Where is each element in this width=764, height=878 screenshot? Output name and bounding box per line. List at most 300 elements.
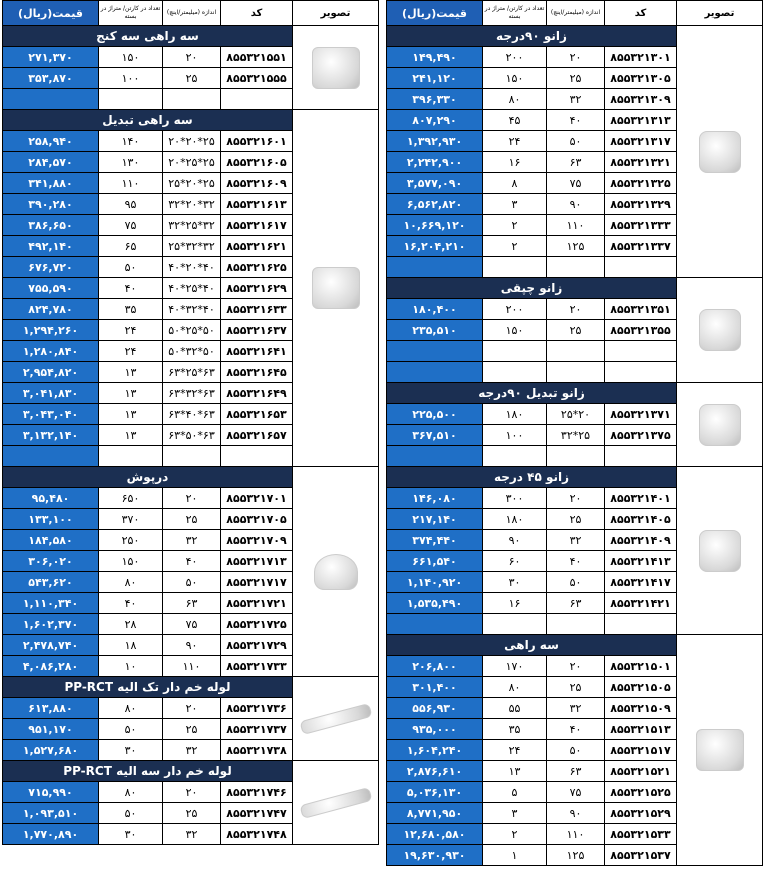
product-code: ۸۵۵۳۲۱۶۰۵ — [221, 152, 293, 173]
size-cell: ۴۰*۲۵*۴۰ — [163, 278, 221, 299]
product-code: ۸۵۵۳۲۱۳۷۱ — [605, 404, 677, 425]
product-code: ۸۵۵۳۲۱۷۲۵ — [221, 614, 293, 635]
pack-qty-cell: ۷۵ — [99, 215, 163, 236]
pack-qty-cell: ۱۸ — [99, 635, 163, 656]
size-cell: ۷۵ — [163, 614, 221, 635]
product-code: ۸۵۵۳۲۱۵۵۵ — [221, 68, 293, 89]
size-cell: ۵۰ — [547, 740, 605, 761]
price-cell: ۱,۱۱۰,۳۴۰ — [3, 593, 99, 614]
product-code: ۸۵۵۳۲۱۴۰۹ — [605, 530, 677, 551]
header-packqty: تعداد در کارتن/ متراژ در بسته — [483, 1, 547, 26]
product-code: ۸۵۵۳۲۱۵۲۵ — [605, 782, 677, 803]
pack-qty-cell: ۲۰۰ — [483, 299, 547, 320]
group-title-row — [3, 110, 379, 131]
pack-qty-cell: ۱۰۰ — [483, 425, 547, 446]
size-cell: ۳۲ — [163, 530, 221, 551]
product-code — [605, 362, 677, 383]
product-image — [293, 110, 379, 467]
product-code: ۸۵۵۳۲۱۷۴۷ — [221, 803, 293, 824]
size-cell: ۱۲۵ — [547, 236, 605, 257]
group-title-row — [387, 383, 763, 404]
pack-qty-cell: ۳۰ — [99, 824, 163, 845]
size-cell: ۳۲*۳۲*۲۵ — [163, 236, 221, 257]
product-code: ۸۵۵۳۲۱۷۴۸ — [221, 824, 293, 845]
price-cell: ۲,۸۷۶,۶۱۰ — [387, 761, 483, 782]
header-code: کد — [605, 1, 677, 26]
pack-qty-cell — [483, 341, 547, 362]
pack-qty-cell: ۴۵ — [483, 110, 547, 131]
reducing-elbow-icon — [699, 404, 741, 446]
product-code: ۸۵۵۳۲۱۷۱۳ — [221, 551, 293, 572]
price-cell — [387, 362, 483, 383]
product-code: ۸۵۵۳۲۱۷۳۸ — [221, 740, 293, 761]
price-cell: ۸۰۷,۲۹۰ — [387, 110, 483, 131]
price-cell — [387, 341, 483, 362]
product-image — [293, 26, 379, 110]
price-cell: ۹۳۵,۰۰۰ — [387, 719, 483, 740]
price-cell: ۱,۵۳۵,۴۹۰ — [387, 593, 483, 614]
header-size: اندازه (میلیمتر/اینچ) — [547, 1, 605, 26]
size-cell: ۶۳ — [547, 152, 605, 173]
size-cell: ۶۳*۲۵*۶۳ — [163, 362, 221, 383]
pack-qty-cell: ۴۰ — [99, 278, 163, 299]
size-cell: ۲۰ — [163, 782, 221, 803]
price-cell: ۱,۶۰۲,۳۷۰ — [3, 614, 99, 635]
group-title-row — [3, 26, 379, 47]
price-cell: ۷۵۵,۵۹۰ — [3, 278, 99, 299]
group-title: سه راهی سه کنج — [3, 26, 293, 47]
price-cell: ۲۷۱,۳۷۰ — [3, 47, 99, 68]
size-cell: ۹۰ — [163, 635, 221, 656]
price-cell: ۲۴۱,۱۲۰ — [387, 68, 483, 89]
product-code: ۸۵۵۳۲۱۶۳۷ — [221, 320, 293, 341]
header-code: کد — [221, 1, 293, 26]
elbow-pipe-icon — [699, 309, 741, 351]
size-cell: ۴۰ — [547, 719, 605, 740]
product-code: ۸۵۵۳۲۱۳۵۵ — [605, 320, 677, 341]
price-cell: ۱۴۶,۰۸۰ — [387, 488, 483, 509]
product-code: ۸۵۵۳۲۱۵۳۷ — [605, 845, 677, 866]
price-cell: ۳۸۶,۶۵۰ — [3, 215, 99, 236]
price-cell: ۲,۹۵۴,۸۲۰ — [3, 362, 99, 383]
group-title: لوله خم دار تک الیه PP-RCT — [3, 677, 293, 698]
pack-qty-cell: ۳ — [483, 803, 547, 824]
product-code: ۸۵۵۳۲۱۷۳۷ — [221, 719, 293, 740]
price-cell: ۲۲۵,۵۰۰ — [387, 404, 483, 425]
pack-qty-cell: ۳۷۰ — [99, 509, 163, 530]
price-cell: ۳,۰۴۱,۸۳۰ — [3, 383, 99, 404]
product-code: ۸۵۵۳۲۱۶۳۳ — [221, 299, 293, 320]
product-code: ۸۵۵۳۲۱۴۰۵ — [605, 509, 677, 530]
product-code: ۸۵۵۳۲۱۵۵۱ — [221, 47, 293, 68]
size-cell — [547, 257, 605, 278]
product-code: ۸۵۵۳۲۱۷۱۷ — [221, 572, 293, 593]
group-title: زانو ۴۵ درجه — [387, 467, 677, 488]
group-title-row — [387, 467, 763, 488]
product-code: ۸۵۵۳۲۱۶۰۹ — [221, 173, 293, 194]
price-cell: ۱۰,۶۶۹,۱۲۰ — [387, 215, 483, 236]
pack-qty-cell: ۸۰ — [483, 89, 547, 110]
pack-qty-cell: ۱۸۰ — [483, 509, 547, 530]
group-title-row — [387, 635, 763, 656]
size-cell: ۲۵*۳۲ — [547, 425, 605, 446]
header-price: قیمت(ریال) — [3, 1, 99, 26]
pack-qty-cell: ۱۰ — [99, 656, 163, 677]
price-cell: ۶,۵۶۲,۸۲۰ — [387, 194, 483, 215]
size-cell: ۲۰ — [163, 488, 221, 509]
pack-qty-cell: ۵۵ — [483, 698, 547, 719]
price-cell: ۶۷۶,۷۲۰ — [3, 257, 99, 278]
product-code: ۸۵۵۳۲۱۵۱۷ — [605, 740, 677, 761]
size-cell: ۱۱۰ — [547, 215, 605, 236]
product-code — [605, 614, 677, 635]
price-cell: ۱,۲۸۰,۸۴۰ — [3, 341, 99, 362]
pack-qty-cell: ۱۵۰ — [99, 551, 163, 572]
price-cell: ۳,۰۴۳,۰۴۰ — [3, 404, 99, 425]
size-cell: ۵۰ — [547, 572, 605, 593]
price-cell: ۴,۰۸۶,۲۸۰ — [3, 656, 99, 677]
size-cell: ۷۵ — [547, 782, 605, 803]
pack-qty-cell: ۲ — [483, 236, 547, 257]
cap-icon — [314, 554, 358, 590]
product-code: ۸۵۵۳۲۱۵۳۳ — [605, 824, 677, 845]
size-cell: ۳۲ — [163, 740, 221, 761]
pack-qty-cell: ۲ — [483, 215, 547, 236]
group-title-row — [387, 26, 763, 47]
pack-qty-cell: ۸۰ — [483, 677, 547, 698]
pack-qty-cell: ۱۶ — [483, 152, 547, 173]
product-code: ۸۵۵۳۲۱۷۳۶ — [221, 698, 293, 719]
pack-qty-cell: ۶۰ — [483, 551, 547, 572]
pack-qty-cell: ۲۸ — [99, 614, 163, 635]
product-code: ۸۵۵۳۲۱۶۵۷ — [221, 425, 293, 446]
pack-qty-cell: ۱۳ — [99, 362, 163, 383]
price-cell: ۳۹۰,۲۸۰ — [3, 194, 99, 215]
price-cell — [3, 89, 99, 110]
price-cell: ۳۹۶,۳۳۰ — [387, 89, 483, 110]
product-code: ۸۵۵۳۲۱۳۲۵ — [605, 173, 677, 194]
price-cell: ۳,۱۳۲,۱۴۰ — [3, 425, 99, 446]
product-code — [605, 341, 677, 362]
price-cell: ۴۹۲,۱۴۰ — [3, 236, 99, 257]
price-cell: ۲۰۶,۸۰۰ — [387, 656, 483, 677]
pack-qty-cell — [99, 446, 163, 467]
price-cell: ۷۱۵,۹۹۰ — [3, 782, 99, 803]
tee-icon — [696, 729, 744, 771]
pack-qty-cell: ۲۵۰ — [99, 530, 163, 551]
product-image — [293, 677, 379, 761]
price-cell: ۱۶,۲۰۴,۲۱۰ — [387, 236, 483, 257]
size-cell: ۵۰*۲۵*۵۰ — [163, 320, 221, 341]
size-cell: ۲۵ — [547, 320, 605, 341]
price-cell: ۱,۰۹۳,۵۱۰ — [3, 803, 99, 824]
price-cell — [387, 614, 483, 635]
pack-qty-cell: ۵۰ — [99, 803, 163, 824]
pack-qty-cell: ۱۳۰ — [99, 152, 163, 173]
pack-qty-cell: ۱۰۰ — [99, 68, 163, 89]
price-cell: ۵۵۶,۹۳۰ — [387, 698, 483, 719]
size-cell: ۱۲۵ — [547, 845, 605, 866]
left-price-table — [2, 0, 378, 845]
size-cell: ۴۰ — [547, 551, 605, 572]
product-code: ۸۵۵۳۲۱۷۲۱ — [221, 593, 293, 614]
pack-qty-cell: ۵ — [483, 782, 547, 803]
product-code: ۸۵۵۳۲۱۶۲۹ — [221, 278, 293, 299]
price-cell: ۱,۵۲۷,۶۸۰ — [3, 740, 99, 761]
product-code: ۸۵۵۳۲۱۳۰۵ — [605, 68, 677, 89]
price-cell: ۵,۰۳۶,۱۳۰ — [387, 782, 483, 803]
size-cell: ۴۰*۲۰*۴۰ — [163, 257, 221, 278]
pack-qty-cell — [483, 257, 547, 278]
pack-qty-cell: ۳۵ — [99, 299, 163, 320]
price-cell: ۱,۶۰۴,۲۴۰ — [387, 740, 483, 761]
product-code: ۸۵۵۳۲۱۷۳۳ — [221, 656, 293, 677]
size-cell: ۲۵ — [547, 677, 605, 698]
size-cell: ۶۳ — [163, 593, 221, 614]
size-cell: ۲۵ — [163, 803, 221, 824]
price-cell: ۳۷۴,۴۴۰ — [387, 530, 483, 551]
pack-qty-cell — [483, 446, 547, 467]
product-image — [293, 761, 379, 845]
price-cell: ۵۴۳,۶۲۰ — [3, 572, 99, 593]
price-cell: ۶۶۱,۵۴۰ — [387, 551, 483, 572]
group-title-row — [3, 761, 379, 782]
price-cell: ۳,۵۷۷,۰۹۰ — [387, 173, 483, 194]
pack-qty-cell: ۵۰ — [99, 257, 163, 278]
product-code: ۸۵۵۳۲۱۵۲۹ — [605, 803, 677, 824]
size-cell — [547, 614, 605, 635]
pack-qty-cell: ۸۰ — [99, 698, 163, 719]
price-cell: ۲۵۸,۹۴۰ — [3, 131, 99, 152]
group-title: زانو چپقی — [387, 278, 677, 299]
price-cell: ۳۶۷,۵۱۰ — [387, 425, 483, 446]
price-cell — [387, 446, 483, 467]
pack-qty-cell: ۱۶ — [483, 593, 547, 614]
pack-qty-cell — [483, 614, 547, 635]
size-cell: ۵۰ — [163, 572, 221, 593]
pack-qty-cell: ۱۳ — [483, 761, 547, 782]
product-code: ۸۵۵۳۲۱۶۲۵ — [221, 257, 293, 278]
product-code — [605, 257, 677, 278]
pack-qty-cell: ۳۰۰ — [483, 488, 547, 509]
product-code: ۸۵۵۳۲۱۳۳۳ — [605, 215, 677, 236]
pack-qty-cell: ۸۰ — [99, 572, 163, 593]
size-cell: ۳۲ — [163, 824, 221, 845]
product-code: ۸۵۵۳۲۱۵۲۱ — [605, 761, 677, 782]
group-title-row — [387, 278, 763, 299]
pack-qty-cell — [99, 89, 163, 110]
product-code: ۸۵۵۳۲۱۴۰۱ — [605, 488, 677, 509]
elbow-45-icon — [699, 530, 741, 572]
pack-qty-cell: ۱۷۰ — [483, 656, 547, 677]
price-cell: ۱,۲۹۴,۲۶۰ — [3, 320, 99, 341]
header-size: اندازه (میلیمتر/اینچ) — [163, 1, 221, 26]
pack-qty-cell: ۲۴ — [99, 320, 163, 341]
pack-qty-cell: ۸۰ — [99, 782, 163, 803]
product-code: ۸۵۵۳۲۱۴۱۳ — [605, 551, 677, 572]
pack-qty-cell: ۱۵۰ — [99, 47, 163, 68]
product-code: ۸۵۵۳۲۱۷۰۱ — [221, 488, 293, 509]
product-image — [677, 278, 763, 383]
size-cell: ۲۰ — [163, 698, 221, 719]
product-code: ۸۵۵۳۲۱۵۰۱ — [605, 656, 677, 677]
pack-qty-cell: ۱۵۰ — [483, 320, 547, 341]
product-code — [221, 446, 293, 467]
size-cell: ۴۰ — [547, 110, 605, 131]
size-cell: ۲۰ — [163, 47, 221, 68]
right-table — [386, 0, 763, 866]
pack-qty-cell: ۱۵۰ — [483, 68, 547, 89]
size-cell: ۲۵ — [547, 68, 605, 89]
size-cell: ۴۰*۳۲*۴۰ — [163, 299, 221, 320]
product-code: ۸۵۵۳۲۱۴۲۱ — [605, 593, 677, 614]
group-title: لوله خم دار سه الیه PP-RCT — [3, 761, 293, 782]
product-code: ۸۵۵۳۲۱۳۷۵ — [605, 425, 677, 446]
size-cell: ۲۰ — [547, 656, 605, 677]
price-cell: ۲۸۴,۵۷۰ — [3, 152, 99, 173]
pack-qty-cell: ۶۵۰ — [99, 488, 163, 509]
product-code: ۸۵۵۳۲۱۷۰۵ — [221, 509, 293, 530]
price-cell: ۳۰۱,۴۰۰ — [387, 677, 483, 698]
product-code: ۸۵۵۳۲۱۳۲۱ — [605, 152, 677, 173]
bent-pipe-icon — [299, 702, 372, 734]
size-cell: ۲۵ — [163, 509, 221, 530]
price-cell: ۸,۷۷۱,۹۵۰ — [387, 803, 483, 824]
product-code: ۸۵۵۳۲۱۶۴۱ — [221, 341, 293, 362]
size-cell: ۶۳*۴۰*۶۳ — [163, 404, 221, 425]
product-code: ۸۵۵۳۲۱۶۵۳ — [221, 404, 293, 425]
pack-qty-cell: ۶۵ — [99, 236, 163, 257]
product-code: ۸۵۵۳۲۱۷۴۶ — [221, 782, 293, 803]
header-image: تصویر — [677, 1, 763, 26]
product-code: ۸۵۵۳۲۱۶۰۱ — [221, 131, 293, 152]
size-cell: ۲۰*۲۵ — [547, 404, 605, 425]
group-title: سه راهی — [387, 635, 677, 656]
group-title-row — [3, 677, 379, 698]
size-cell: ۳۲*۲۵*۳۲ — [163, 215, 221, 236]
product-code: ۸۵۵۳۲۱۶۱۳ — [221, 194, 293, 215]
price-cell: ۱,۱۴۰,۹۲۰ — [387, 572, 483, 593]
size-cell: ۶۳*۵۰*۶۳ — [163, 425, 221, 446]
product-image — [677, 26, 763, 278]
product-code: ۸۵۵۳۲۱۶۲۱ — [221, 236, 293, 257]
product-code: ۸۵۵۳۲۱۵۰۹ — [605, 698, 677, 719]
group-title-row — [3, 467, 379, 488]
reducing-tee-icon — [312, 267, 360, 309]
price-cell: ۱,۷۷۰,۸۹۰ — [3, 824, 99, 845]
size-cell: ۶۳*۳۲*۶۳ — [163, 383, 221, 404]
size-cell — [547, 362, 605, 383]
pack-qty-cell: ۳ — [483, 194, 547, 215]
right-price-table — [386, 0, 762, 866]
pack-qty-cell: ۹۰ — [483, 530, 547, 551]
size-cell: ۷۵ — [547, 173, 605, 194]
pack-qty-cell: ۲۴ — [99, 341, 163, 362]
pack-qty-cell — [483, 362, 547, 383]
size-cell: ۵۰ — [547, 131, 605, 152]
product-code — [605, 446, 677, 467]
price-cell: ۱۲,۶۸۰,۵۸۰ — [387, 824, 483, 845]
price-cell: ۱۴۹,۴۹۰ — [387, 47, 483, 68]
price-cell: ۲,۲۴۲,۹۰۰ — [387, 152, 483, 173]
size-cell: ۱۱۰ — [547, 824, 605, 845]
bent-pipe-icon — [299, 786, 372, 818]
product-code: ۸۵۵۳۲۱۳۰۱ — [605, 47, 677, 68]
pack-qty-cell: ۱۴۰ — [99, 131, 163, 152]
product-image — [293, 467, 379, 677]
price-cell: ۱۸۰,۴۰۰ — [387, 299, 483, 320]
size-cell: ۶۳ — [547, 593, 605, 614]
product-code: ۸۵۵۳۲۱۴۱۷ — [605, 572, 677, 593]
price-cell: ۹۵,۴۸۰ — [3, 488, 99, 509]
price-cell: ۳۴۱,۸۸۰ — [3, 173, 99, 194]
size-cell: ۵۰*۳۲*۵۰ — [163, 341, 221, 362]
product-code: ۸۵۵۳۲۱۳۱۳ — [605, 110, 677, 131]
product-code: ۸۵۵۳۲۱۶۴۵ — [221, 362, 293, 383]
product-code: ۸۵۵۳۲۱۶۱۷ — [221, 215, 293, 236]
product-code: ۸۵۵۳۲۱۷۲۹ — [221, 635, 293, 656]
product-image — [677, 467, 763, 635]
product-code: ۸۵۵۳۲۱۳۳۷ — [605, 236, 677, 257]
group-title: زانو تبدیل ۹۰درجه — [387, 383, 677, 404]
pack-qty-cell: ۱۳ — [99, 383, 163, 404]
pack-qty-cell: ۱۳ — [99, 404, 163, 425]
price-cell: ۳۵۳,۸۷۰ — [3, 68, 99, 89]
group-title: درپوش — [3, 467, 293, 488]
price-cell: ۲۱۷,۱۴۰ — [387, 509, 483, 530]
group-title: سه راهی تبدیل — [3, 110, 293, 131]
pack-qty-cell: ۹۵ — [99, 194, 163, 215]
price-cell: ۱۸۴,۵۸۰ — [3, 530, 99, 551]
size-cell: ۱۱۰ — [163, 656, 221, 677]
price-cell: ۲,۴۷۸,۷۴۰ — [3, 635, 99, 656]
size-cell — [163, 446, 221, 467]
product-code: ۸۵۵۳۲۱۷۰۹ — [221, 530, 293, 551]
size-cell: ۲۰ — [547, 299, 605, 320]
product-code: ۸۵۵۳۲۱۵۱۳ — [605, 719, 677, 740]
product-code: ۸۵۵۳۲۱۳۵۱ — [605, 299, 677, 320]
pack-qty-cell: ۱۳ — [99, 425, 163, 446]
product-code — [221, 89, 293, 110]
header-row — [387, 1, 763, 26]
header-packqty: تعداد در کارتن/ متراژ در بسته — [99, 1, 163, 26]
pack-qty-cell: ۱۱۰ — [99, 173, 163, 194]
pack-qty-cell: ۸ — [483, 173, 547, 194]
size-cell: ۲۵ — [163, 68, 221, 89]
pack-qty-cell: ۳۰ — [99, 740, 163, 761]
size-cell: ۲۰ — [547, 47, 605, 68]
header-row — [3, 1, 379, 26]
corner-tee-icon — [312, 47, 360, 89]
size-cell: ۲۵ — [163, 719, 221, 740]
product-code: ۸۵۵۳۲۱۵۰۵ — [605, 677, 677, 698]
size-cell — [547, 446, 605, 467]
pack-qty-cell: ۲ — [483, 824, 547, 845]
price-cell: ۹۵۱,۱۷۰ — [3, 719, 99, 740]
pack-qty-cell: ۲۴ — [483, 131, 547, 152]
size-cell: ۲۵*۲۰*۲۵ — [163, 173, 221, 194]
price-cell: ۲۳۵,۵۱۰ — [387, 320, 483, 341]
product-code: ۸۵۵۳۲۱۳۰۹ — [605, 89, 677, 110]
size-cell — [163, 89, 221, 110]
size-cell: ۹۰ — [547, 803, 605, 824]
size-cell: ۳۲*۲۰*۳۲ — [163, 194, 221, 215]
size-cell: ۲۵*۲۰*۲۰ — [163, 131, 221, 152]
elbow-90-icon — [699, 131, 741, 173]
size-cell: ۴۰ — [163, 551, 221, 572]
product-code: ۸۵۵۳۲۱۶۴۹ — [221, 383, 293, 404]
price-cell: ۱۳۳,۱۰۰ — [3, 509, 99, 530]
